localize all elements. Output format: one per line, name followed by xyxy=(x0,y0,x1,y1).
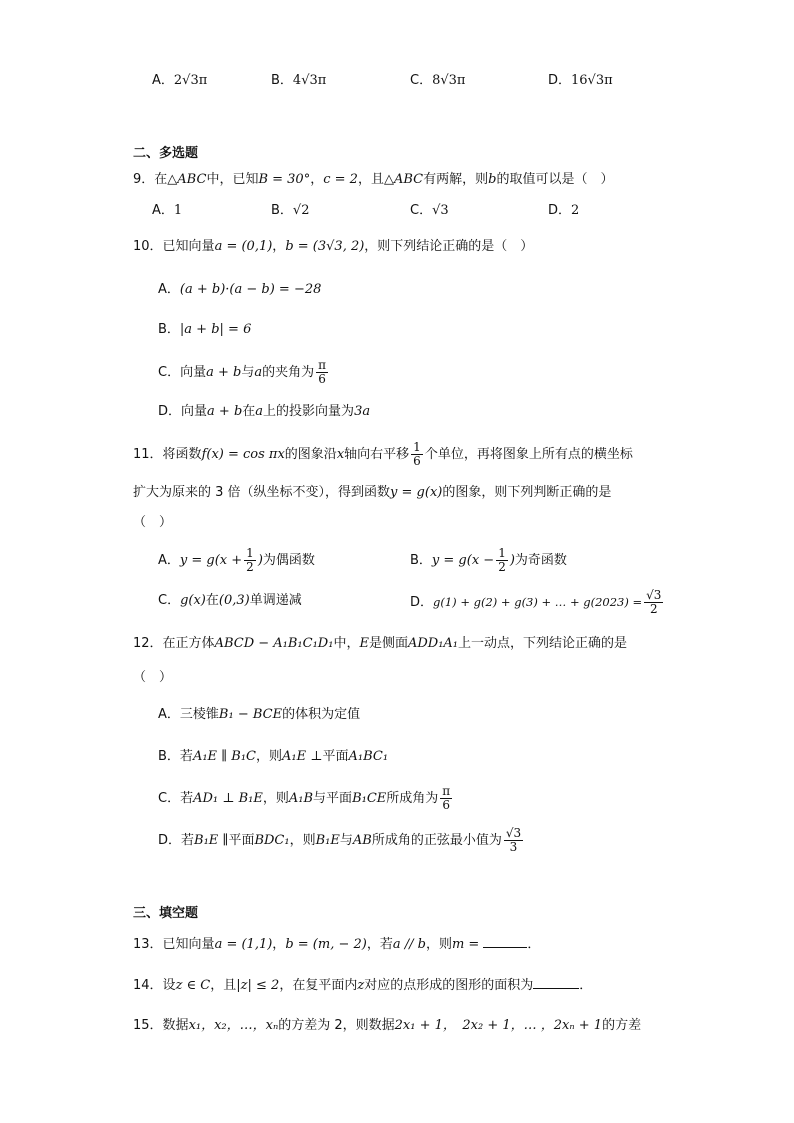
q8-option-b: B．4√3π xyxy=(271,73,327,88)
question-11-line-1: 11．将函数f(x) = cos πx的图象沿x轴向右平移 $\frac{1}{6}$ 个单位，再将图象上所有点的横坐标 xyxy=(133,440,633,468)
q11-option-a: A．y = g(x + $\frac{1}{2}$ )为偶函数 xyxy=(158,546,315,574)
q12-option-a: A．三棱锥B₁ − BCE的体积为定值 xyxy=(158,707,361,722)
q12-d-fraction: $\frac{√3}{3}$ xyxy=(505,826,522,854)
q10-option-d: D．向量a + b在a上的投影向量为3a xyxy=(158,404,371,419)
q11-option-d: D．g(1) + g(2) + g(3) + … + g(2023) = $\frac{√3}{2}$ xyxy=(410,588,662,616)
question-13: 13．已知向量a = (1,1)，b = (m, − 2)，若a // b，则m = ． xyxy=(133,937,541,952)
question-10: 10．已知向量a = (0,1)，b = (3√3, 2)，则下列结论正确的是（ ） xyxy=(133,239,534,254)
q11-option-b: B．y = g(x − $\frac{1}{2}$ )为奇函数 xyxy=(410,546,567,574)
question-15: 15．数据x₁，x₂，…，xₙ的方差为 2，则数据2x₁ + 1， 2x₂ + 1，… ，2xₙ + 1的方差 xyxy=(133,1018,642,1033)
q9-option-c: C．√3 xyxy=(410,203,449,218)
q10-c-fraction: $\frac{\pi}{6}$ xyxy=(318,358,327,386)
q12-c-fraction: $\frac{\pi}{6}$ xyxy=(442,784,451,812)
q9-option-a: A．1 xyxy=(152,203,183,218)
question-12-line-1: 12．在正方体ABCD − A₁B₁C₁D₁中，E是侧面ADD₁A₁上一动点，下列结论正确的是 xyxy=(133,636,628,651)
q11-shift-fraction: $\frac{1}{6}$ xyxy=(413,440,421,468)
q8-option-d: D．16√3π xyxy=(548,73,613,88)
q11-option-c: C．g(x)在(0,3)单调递减 xyxy=(158,593,302,608)
answer-blank-13[interactable] xyxy=(483,935,527,948)
q9-option-b: B．√2 xyxy=(271,203,310,218)
question-11-line-2: 扩大为原来的 3 倍（纵坐标不变），得到函数y = g(x)的图象，则下列判断正确的是 xyxy=(133,485,612,500)
question-11-line-3: （ ） xyxy=(133,515,173,530)
q12-option-b: B．若A₁E ∥ B₁C，则A₁E ⊥平面A₁BC₁ xyxy=(158,749,389,764)
q11-d-fraction: $\frac{√3}{2}$ xyxy=(646,588,662,616)
q12-option-d: D．若B₁E ∥平面BDC₁，则B₁E与AB所成角的正弦最小值为 $\frac{√3}{3}$ xyxy=(158,826,522,854)
q12-option-c: C．若AD₁ ⊥ B₁E，则A₁B与平面B₁CE所成角为 $\frac{\pi}{6}$ xyxy=(158,784,451,812)
question-14: 14．设z ∈ C，且|z| ≤ 2，在复平面内z对应的点形成的图形的面积为 ． xyxy=(133,978,593,993)
q10-option-a: A．(a + b)·(a − b) = −28 xyxy=(158,282,322,297)
q11-a-fraction: $\frac{1}{2}$ xyxy=(246,546,254,574)
answer-blank-14[interactable] xyxy=(533,976,579,989)
question-12-line-2: （ ） xyxy=(133,670,173,685)
q9-option-d: D．2 xyxy=(548,203,580,218)
q8-option-c: C．8√3π xyxy=(410,73,466,88)
question-9: 9．在△ABC中，已知B = 30°，c = 2，且△ABC有两解，则b的取值可以是（ ） xyxy=(133,172,614,187)
q11-b-fraction: $\frac{1}{2}$ xyxy=(498,546,506,574)
q10-option-b: B．|a + b| = 6 xyxy=(158,322,252,337)
q8-option-a: A．2√3π xyxy=(152,73,208,88)
section-heading-multi: 二、多选题 xyxy=(133,146,199,161)
section-heading-fill: 三、填空题 xyxy=(133,906,199,921)
q10-option-c: C．向量a + b与a的夹角为 $\frac{\pi}{6}$ xyxy=(158,358,327,386)
